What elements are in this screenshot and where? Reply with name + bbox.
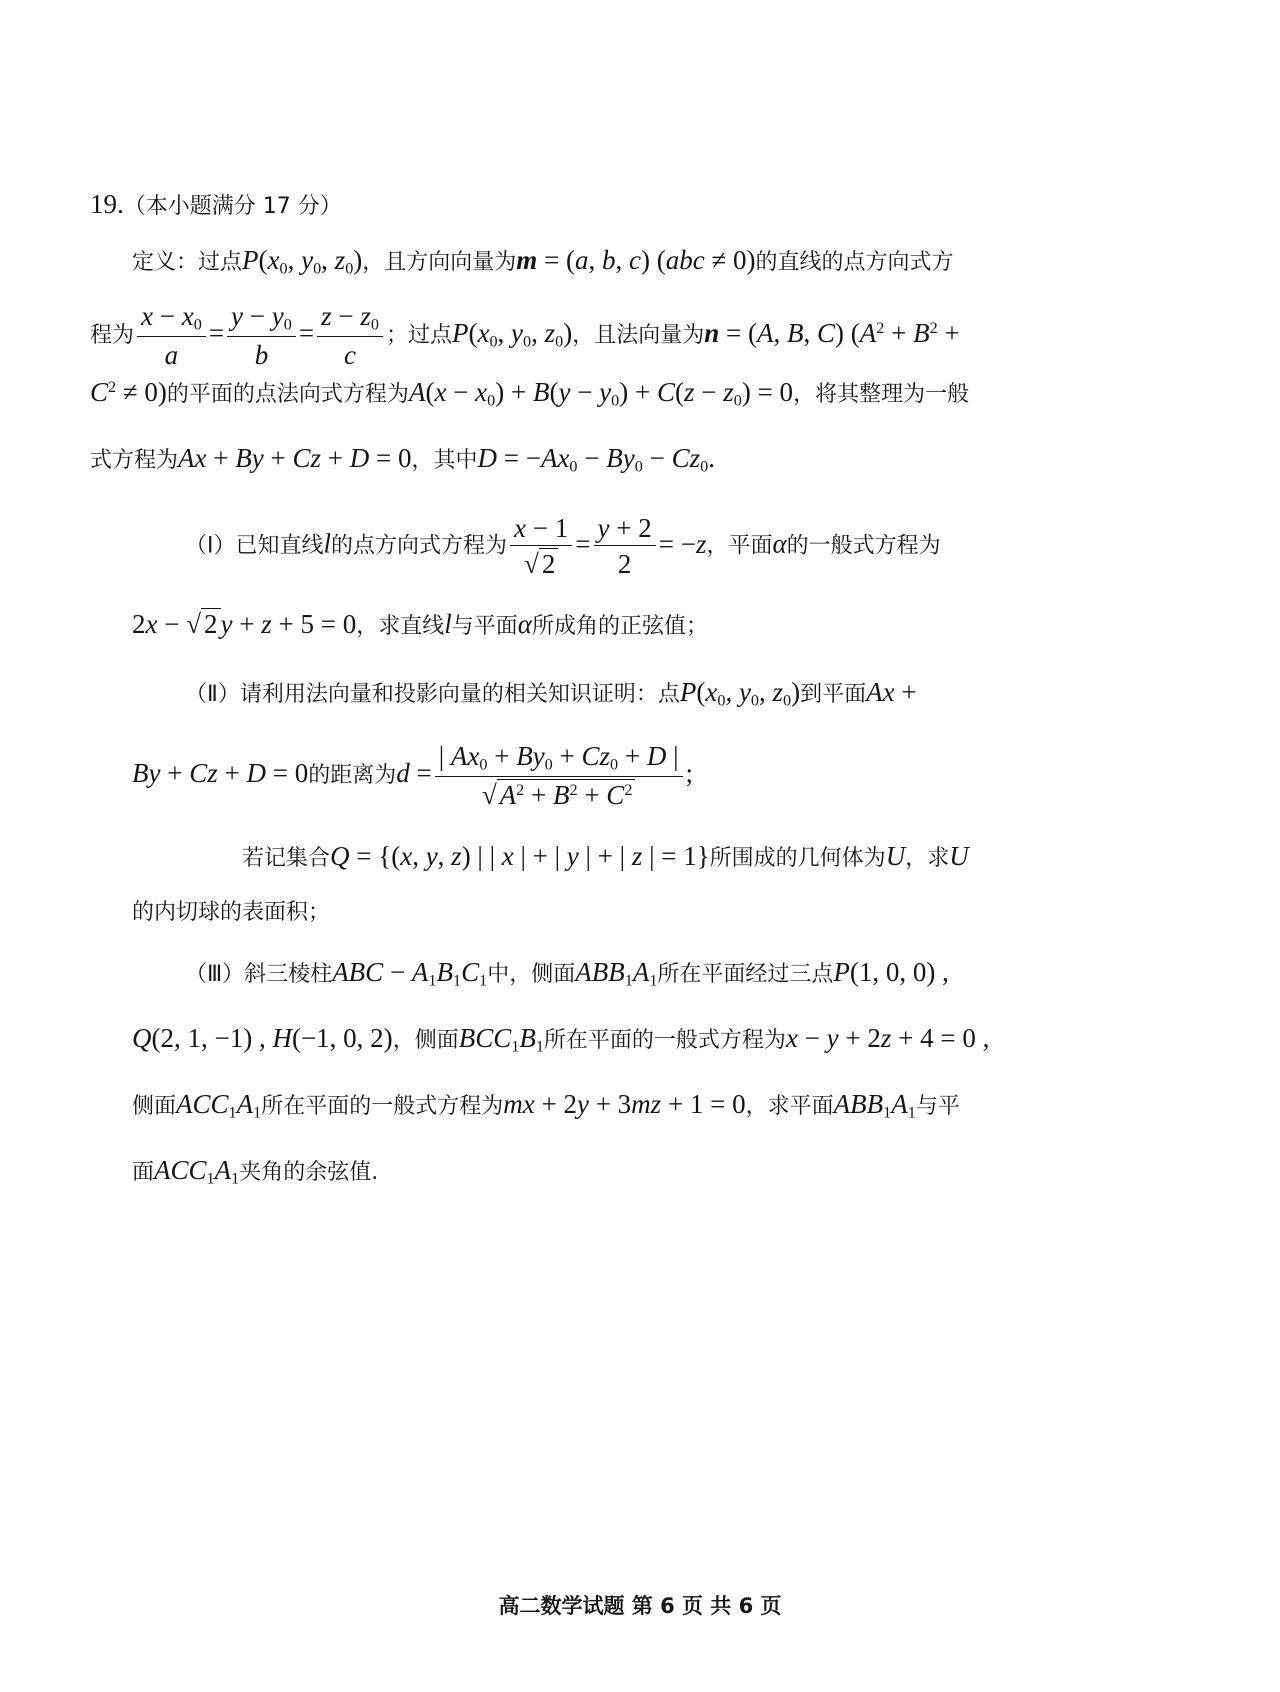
part1-label: （Ⅰ） bbox=[185, 533, 236, 559]
part2-line-1: （Ⅱ）请利用法向量和投影向量的相关知识证明：点$P(x_0$, $y_0$, $z_0$)到平面Ax + bbox=[185, 677, 917, 710]
definition-line-4: 式方程为Ax + By + Cz + D = 0，其中$D = -Ax_0 - By_0 - Cz_0$. bbox=[90, 443, 715, 476]
part2-label: （Ⅱ） bbox=[185, 682, 240, 707]
part1-line-2: 2x − √ 2 y + z + 5 = 0，求直线l与平面α所成角的正弦值； bbox=[132, 609, 708, 639]
part2-line-3: 若记集合Q = {(x, y, z) | | x | + | y | + | z | = 1}所围成的几何体为U，求U bbox=[242, 841, 969, 871]
definition-line-1: 定义：过点$P(x_0$, $y_0$, $z_0$)，且方向向量为m = (a, b, c) (abc ≠ 0)的直线的点方向式方 bbox=[132, 245, 954, 278]
part3-line-2: Q(2, 1, −1) , H(−1, 0, 2)，侧面$BCC_1B_1$所在平面的一般式方程为x − y + 2z + 4 = 0 , bbox=[132, 1023, 990, 1056]
part3-line-1: （Ⅲ）斜三棱柱ABC − $A_1B_1C_1$中，侧面$ABB_1A_1$所在平面经过三点P(1, 0, 0) , bbox=[185, 957, 949, 990]
part3-line-3: 侧面$ACC_1A_1$所在平面的一般式方程为mx + 2y + 3mz + 1 = 0，求平面$ABB_1A_1$与平 bbox=[132, 1089, 960, 1122]
part2-line-4: 的内切球的表面积； bbox=[132, 900, 331, 925]
problem-header bbox=[90, 188, 342, 220]
part1-line-1: （Ⅰ）已知直线l的点方向式方程为 $\frac{x - 1}{√ 2}$ = $\frac{y + 2}{2}$ = −z，平面α的一般式方程为 bbox=[185, 513, 941, 580]
score-note: （本小题满分 17 分） bbox=[123, 194, 342, 219]
page-footer: 高二数学试题 第 6 页 共 6 页 bbox=[498, 1594, 782, 1618]
part3-line-4: 面$ACC_1A_1$夹角的余弦值. bbox=[132, 1155, 379, 1188]
definition-line-3: $C^2 \ne 0$)的平面的点法向式方程为$A(x - x_0) + B(y - y_0) + C(z - z_0) = 0$，将其整理为一般 bbox=[90, 377, 970, 410]
part3-label: （Ⅲ） bbox=[185, 962, 245, 987]
definition-line-2: 程为 $\frac{x - x_0}{a}$ = $\frac{y - y_0}{b}$ = $\frac{z - z_0}{c}$ ；过点$P(x_0$, $y_0$, $z_0$)，且法向量为n = (A, B, C) ($A^2 + B^2$ + bbox=[90, 301, 960, 370]
part2-line-2: By + Cz + D = 0的距离为d = $\frac{| Ax_0 + By_0 + Cz_0 + D |}{√ A^2 + B^2 + C^2}$ ; bbox=[132, 741, 694, 810]
problem-number: 19. bbox=[90, 189, 124, 219]
